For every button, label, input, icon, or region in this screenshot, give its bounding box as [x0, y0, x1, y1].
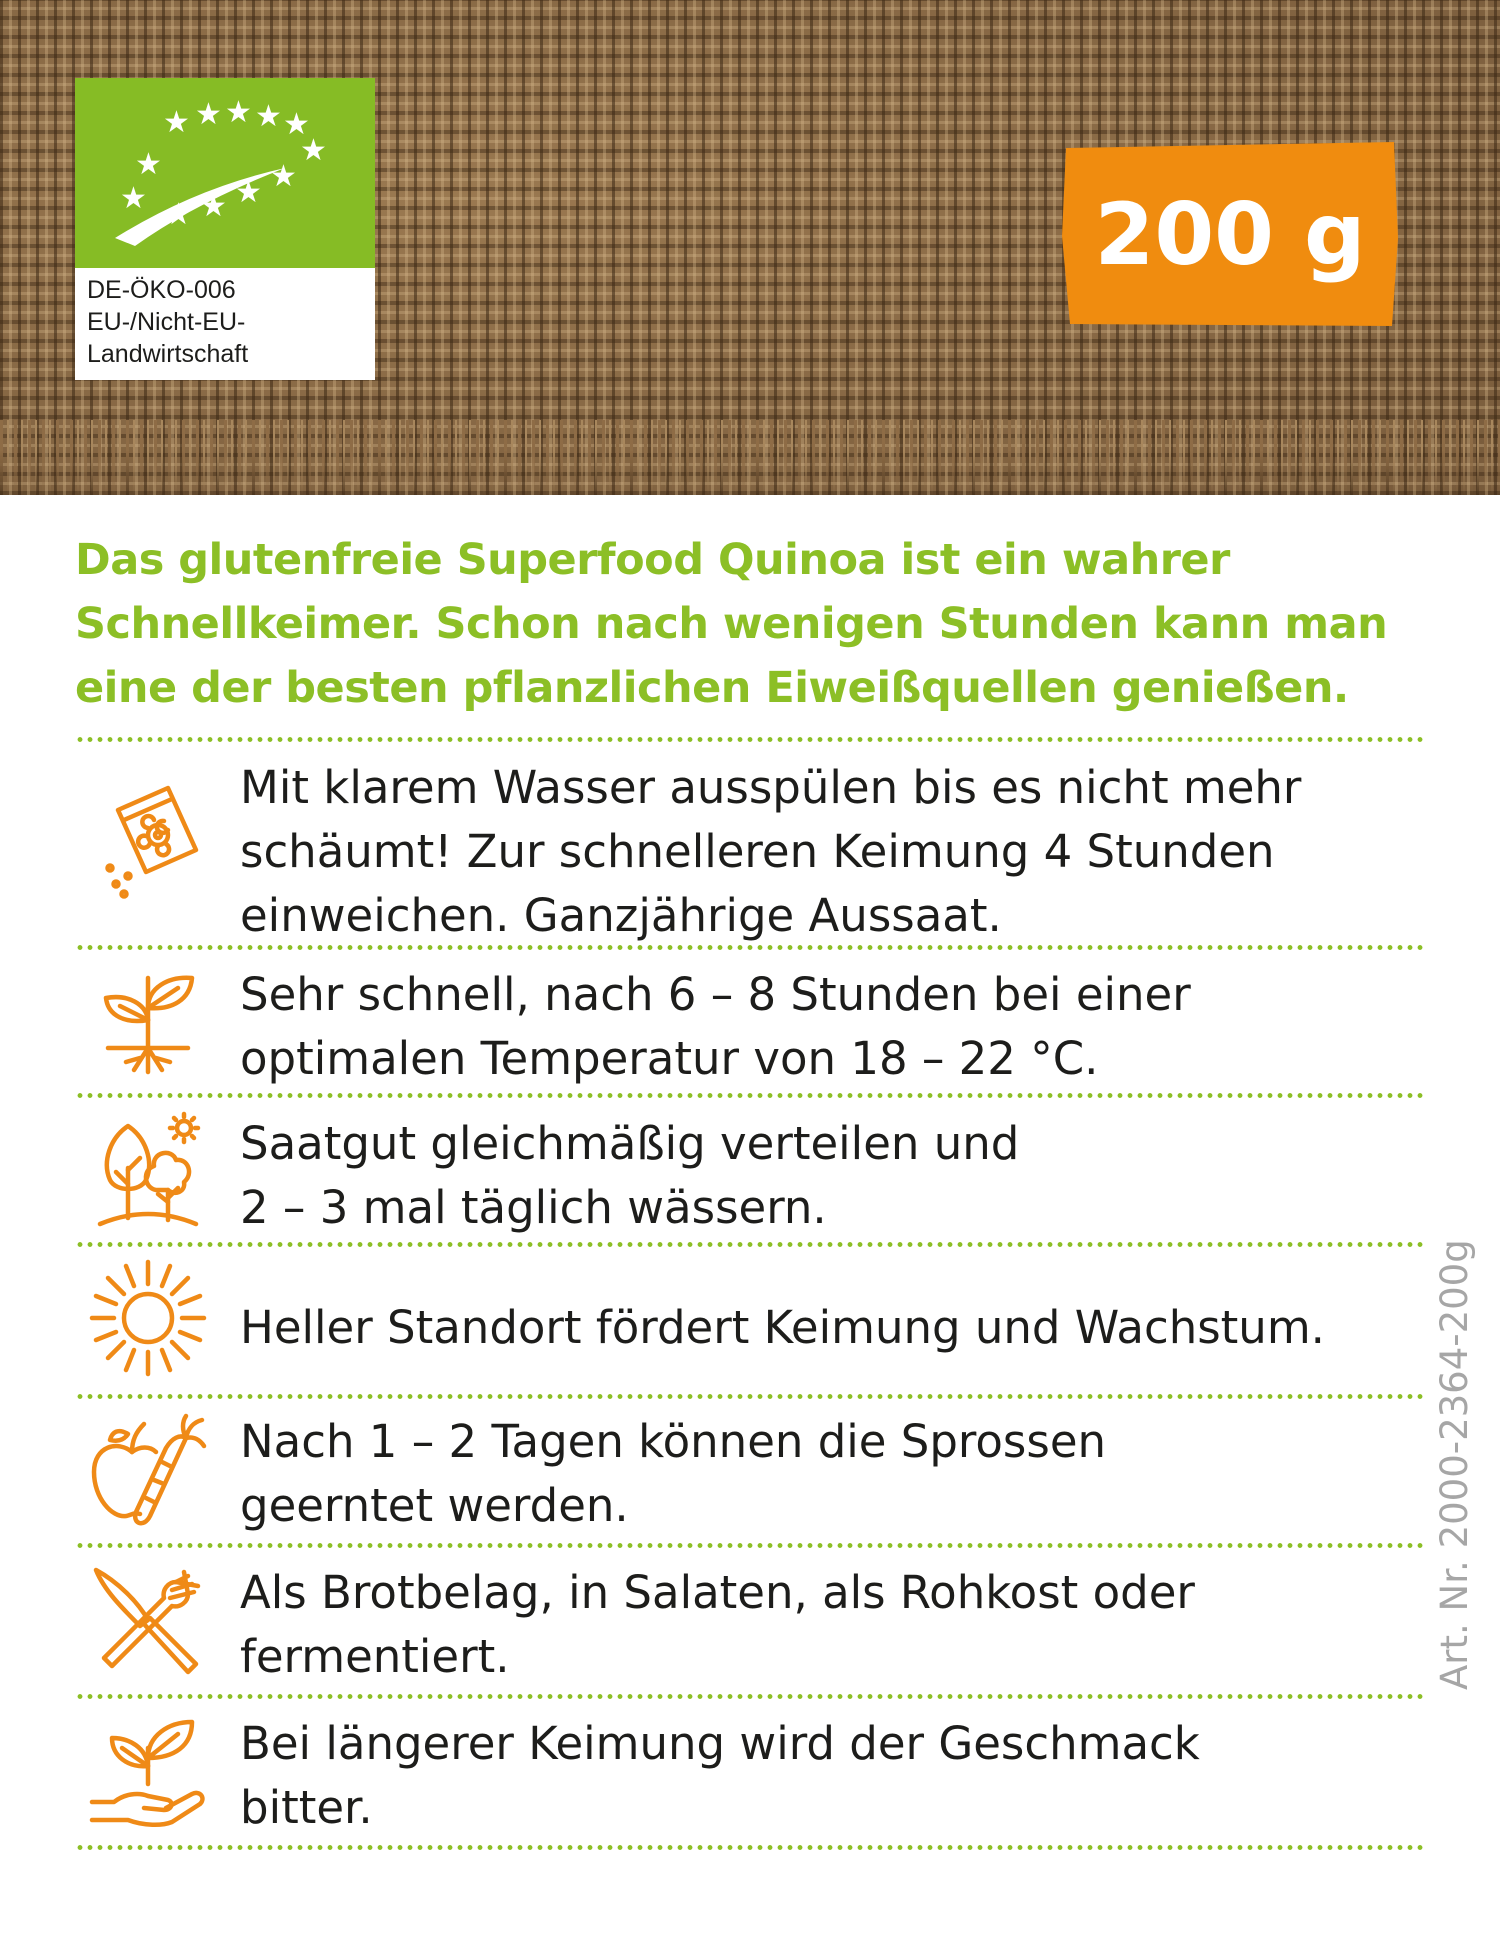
seed-packet-icon	[88, 780, 208, 900]
instruction-taste	[240, 1712, 1420, 1840]
instruction-line: Bei längerer Keimung wird der Geschmack	[240, 1717, 1200, 1770]
instruction-line: fermentiert.	[240, 1630, 510, 1683]
instruction-line: geerntet werden.	[240, 1479, 629, 1532]
instruction-line: Saatgut gleichmäßig verteilen und	[240, 1117, 1020, 1170]
svg-text:★: ★	[283, 107, 310, 142]
article-number: Art. Nr. 2000-2364-200g	[1433, 1239, 1476, 1690]
hand-plant-icon	[88, 1708, 208, 1828]
instruction-line: optimalen Temperatur von 18 – 22 °C.	[240, 1032, 1099, 1085]
instruction-usage	[240, 1561, 1420, 1689]
instruction-line: Sehr schnell, nach 6 – 8 Stunden bei einer	[240, 968, 1191, 1021]
instruction-line: einweichen. Ganzjährige Aussaat.	[240, 889, 1002, 942]
svg-text:★: ★	[120, 181, 147, 216]
dotted-divider	[75, 1694, 1425, 1699]
dotted-divider	[75, 1543, 1425, 1548]
sprout-roots-icon	[88, 958, 208, 1078]
instruction-harvest	[240, 1410, 1420, 1538]
svg-text:★: ★	[270, 159, 297, 194]
svg-text:★: ★	[165, 197, 192, 232]
instruction-watering	[240, 1112, 1420, 1240]
dotted-divider	[75, 1093, 1425, 1098]
eu-origin-line: EU-/Nicht-EU-	[87, 308, 246, 336]
svg-text:★: ★	[225, 95, 252, 130]
eu-organic-code	[87, 274, 248, 370]
instruction-line: 2 – 3 mal täglich wässern.	[240, 1181, 827, 1234]
knife-fork-icon	[88, 1560, 208, 1680]
intro-line: Das glutenfreie Superfood Quinoa ist ein wahrer	[75, 535, 1230, 585]
instruction-line: schäumt! Zur schnelleren Keimung 4 Stunden	[240, 825, 1275, 878]
svg-text:★: ★	[135, 147, 162, 182]
burlap-fringe	[0, 420, 1500, 495]
weight-label: 200 g	[1094, 185, 1366, 285]
intro-line: eine der besten pflanzlichen Eiweißquellen genießen.	[75, 663, 1349, 713]
instruction-line: Mit klarem Wasser ausspülen bis es nicht mehr	[240, 761, 1302, 814]
svg-text:★: ★	[163, 105, 190, 140]
dotted-divider	[75, 1845, 1425, 1850]
instruction-line: Als Brotbelag, in Salaten, als Rohkost oder	[240, 1566, 1195, 1619]
instruction-line: Nach 1 – 2 Tagen können die Sprossen	[240, 1415, 1107, 1468]
apple-carrot-icon	[88, 1412, 208, 1532]
eu-code-line: DE-ÖKO-006	[87, 276, 236, 304]
sun-icon	[88, 1258, 208, 1378]
dotted-divider	[75, 1394, 1425, 1399]
dotted-divider	[75, 737, 1425, 742]
eu-organic-logo	[75, 78, 375, 380]
trees-sun-icon	[88, 1108, 208, 1228]
eu-leaf-icon	[75, 78, 375, 268]
intro-line: Schnellkeimer. Schon nach wenigen Stunden kann man	[75, 599, 1388, 649]
svg-text:★: ★	[200, 189, 227, 224]
svg-text:★: ★	[195, 97, 222, 132]
weight-badge	[1060, 140, 1400, 330]
svg-text:★: ★	[235, 175, 262, 210]
instruction-line: Heller Standort fördert Keimung und Wachstum.	[240, 1301, 1325, 1354]
instruction-line: bitter.	[240, 1781, 373, 1834]
instruction-location	[240, 1296, 1420, 1360]
svg-text:★: ★	[255, 99, 282, 134]
dotted-divider	[75, 1242, 1425, 1247]
intro-text	[75, 528, 1455, 720]
instruction-soaking	[240, 756, 1420, 948]
instruction-germination	[240, 963, 1420, 1091]
eu-origin-line: Landwirtschaft	[87, 340, 249, 368]
svg-text:★: ★	[300, 133, 327, 168]
